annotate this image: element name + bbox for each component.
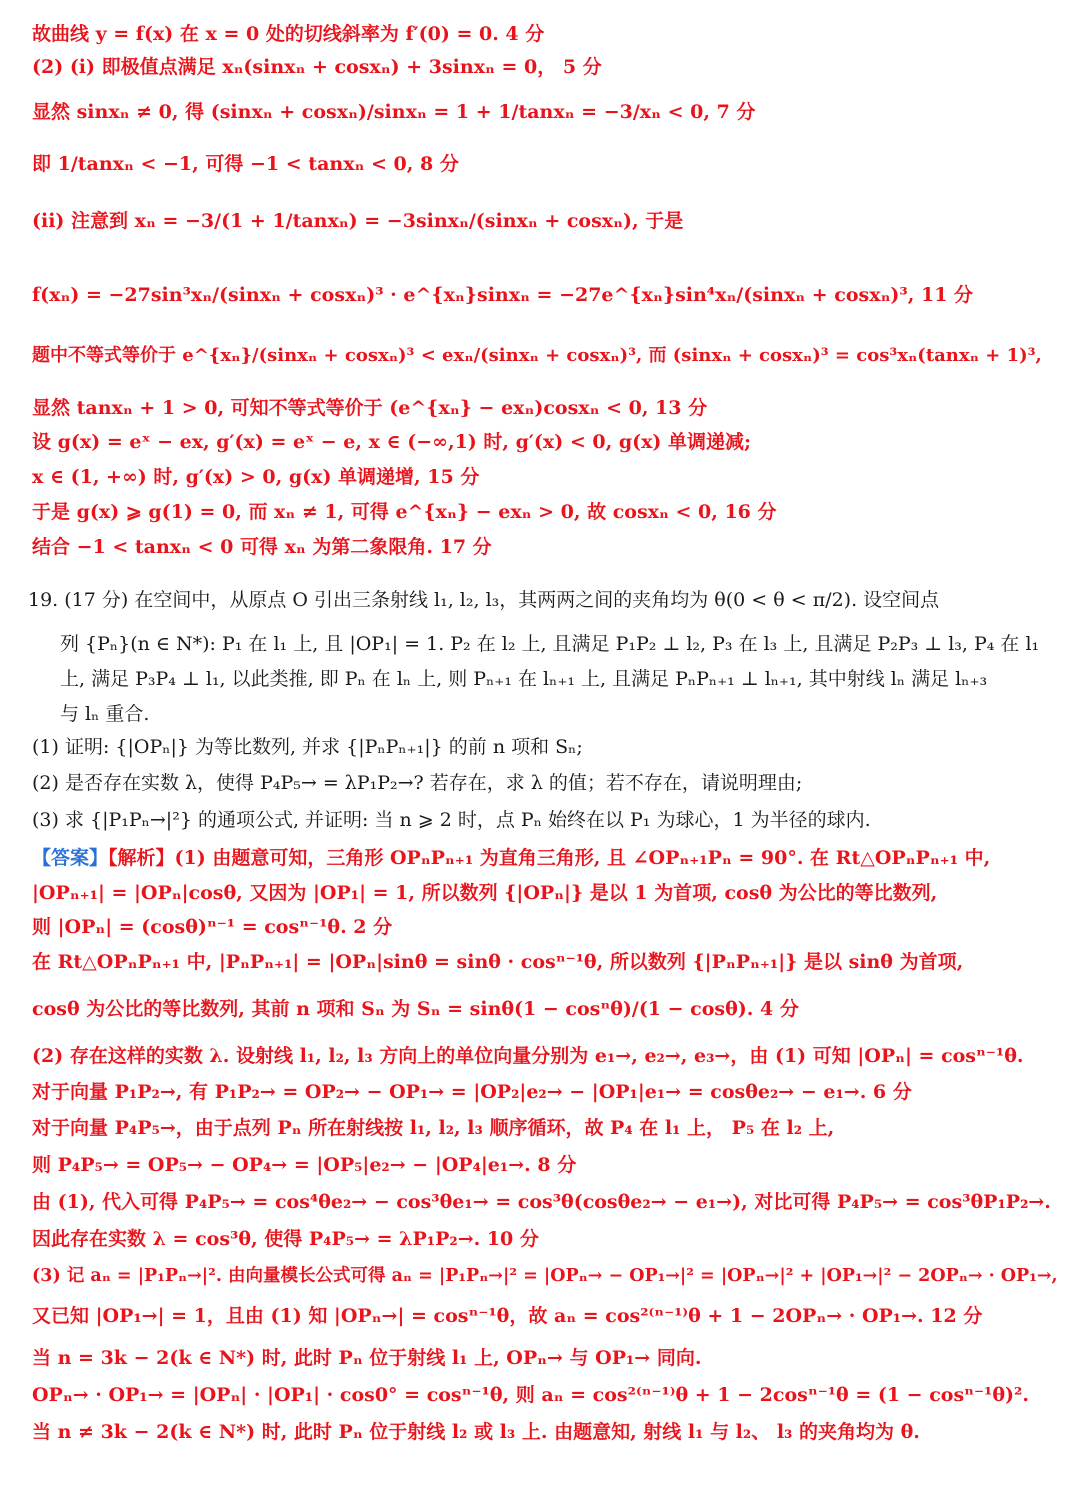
- text-line: [32, 463, 1060, 491]
- line-text: 则 |OPₙ| = (cosθ)ⁿ⁻¹ = cosⁿ⁻¹θ. 2 分: [32, 916, 393, 938]
- answer-tag: 【答案】: [32, 847, 109, 869]
- line-text: (3) 求 {|P₁Pₙ→|²} 的通项公式, 并证明: 当 n ⩾ 2 时，点 Pₙ 始终在以 P₁ 为球心，1 为半径的球内.: [32, 809, 871, 831]
- line-text: 即 1/tanxₙ < −1, 可得 −1 < tanxₙ < 0, 8 分: [32, 153, 459, 175]
- line-text: 上, 满足 P₃P₄ ⊥ l₁, 以此类推, 即 Pₙ 在 lₙ 上, 则 Pₙ₊₁ 在 lₙ₊₁ 上, 且满足 PₙPₙ₊₁ ⊥ lₙ₊₁, 其中射线 lₙ 满足 lₙ₊₃: [60, 668, 988, 690]
- line-text: 由 (1), 代入可得 P₄P₅→ = cos⁴θe₂→ − cos³θe₁→ = cos³θ(cosθe₂→ − e₁→), 对比可得 P₄P₅→ = cos³θP₁P₂→.: [32, 1191, 1051, 1213]
- line-text: (2) (i) 即极值点满足 xₙ(sinxₙ + cosxₙ) + 3sinxₙ = 0， 5 分: [32, 56, 602, 78]
- text-line: [32, 1151, 1060, 1179]
- text-line: [32, 53, 1060, 81]
- text-line: [32, 1418, 1060, 1446]
- line-text: cosθ 为公比的等比数列, 其前 n 项和 Sₙ 为 Sₙ = sinθ(1 − cosⁿθ)/(1 − cosθ). 4 分: [32, 998, 799, 1020]
- text-line: [32, 806, 1060, 834]
- text-line: [32, 1188, 1060, 1216]
- line-text: 题中不等式等价于 e^{xₙ}/(sinxₙ + cosxₙ)³ < exₙ/(sinxₙ + cosxₙ)³, 而 (sinxₙ + cosxₙ)³ = cos³xₙ(tanxₙ + 1)³,: [32, 345, 1042, 366]
- text-line: [32, 1262, 1060, 1290]
- line-text: (2) 存在这样的实数 λ. 设射线 l₁, l₂, l₃ 方向上的单位向量分别为 e₁→, e₂→, e₃→，由 (1) 可知 |OPₙ| = cosⁿ⁻¹θ.: [32, 1045, 1024, 1067]
- text-line: [32, 98, 1060, 126]
- text-line: [32, 1302, 1060, 1330]
- line-text: 又已知 |OP₁→| = 1，且由 (1) 知 |OPₙ→| = cosⁿ⁻¹θ，故 aₙ = cos²⁽ⁿ⁻¹⁾θ + 1 − 2OPₙ→ · OP₁→. 12 分: [32, 1305, 983, 1327]
- line-text: 因此存在实数 λ = cos³θ, 使得 P₄P₅→ = λP₁P₂→. 10 分: [32, 1228, 539, 1250]
- text-line: [60, 665, 1060, 693]
- text-line: [32, 533, 1060, 561]
- text-line: [32, 1078, 1060, 1106]
- line-text: 于是 g(x) ⩾ g(1) = 0, 而 xₙ ≠ 1, 可得 e^{xₙ} − exₙ > 0, 故 cosxₙ < 0, 16 分: [32, 501, 777, 523]
- line-text: (3) 记 aₙ = |P₁Pₙ→|². 由向量模长公式可得 aₙ = |P₁Pₙ→|² = |OPₙ→ − OP₁→|² = |OPₙ→|² + |OP₁→|² − 2OPₙ→ · OP₁→,: [32, 1266, 1058, 1286]
- text-line: [32, 207, 1060, 235]
- text-line: [32, 428, 1060, 456]
- text-line: [28, 586, 1060, 614]
- line-text: |OPₙ₊₁| = |OPₙ|cosθ, 又因为 |OP₁| = 1, 所以数列 {|OPₙ|} 是以 1 为首项, cosθ 为公比的等比数列,: [32, 882, 938, 904]
- text-line: [32, 948, 1060, 976]
- line-text: OPₙ→ · OP₁→ = |OPₙ| · |OP₁| · cos0° = cosⁿ⁻¹θ, 则 aₙ = cos²⁽ⁿ⁻¹⁾θ + 1 − 2cosⁿ⁻¹θ = (1 − cosⁿ⁻¹θ)².: [32, 1384, 1029, 1406]
- text-line: [32, 995, 1060, 1023]
- line-text: 19. (17 分) 在空间中，从原点 O 引出三条射线 l₁, l₂, l₃，其两两之间的夹角均为 θ(0 < θ < π/2). 设空间点: [28, 589, 940, 611]
- line-text: 当 n ≠ 3k − 2(k ∈ N*) 时, 此时 Pₙ 位于射线 l₂ 或 l₃ 上. 由题意知, 射线 l₁ 与 l₂、 l₃ 的夹角均为 θ.: [32, 1421, 920, 1443]
- text-line: [32, 394, 1060, 422]
- text-line: [32, 844, 1060, 872]
- text-line: [32, 769, 1060, 797]
- text-line: [32, 1225, 1060, 1253]
- line-text: 与 lₙ 重合.: [60, 703, 150, 725]
- text-line: [32, 1381, 1060, 1409]
- line-text: 设 g(x) = eˣ − ex, g′(x) = eˣ − e, x ∈ (−∞,1) 时, g′(x) < 0, g(x) 单调递减;: [32, 431, 752, 453]
- text-line: [32, 1042, 1060, 1070]
- line-text: 在 Rt△OPₙPₙ₊₁ 中, |PₙPₙ₊₁| = |OPₙ|sinθ = sinθ · cosⁿ⁻¹θ, 所以数列 {|PₙPₙ₊₁|} 是以 sinθ 为首项,: [32, 951, 964, 973]
- line-text: 列 {Pₙ}(n ∈ N*): P₁ 在 l₁ 上, 且 |OP₁| = 1. P₂ 在 l₂ 上, 且满足 P₁P₂ ⊥ l₂, P₃ 在 l₃ 上, 且满足 P₂P₃ ⊥ l₃, P₄ 在 l₁: [60, 633, 1040, 655]
- line-text: 显然 tanxₙ + 1 > 0, 可知不等式等价于 (e^{xₙ} − exₙ)cosxₙ < 0, 13 分: [32, 397, 708, 419]
- text-line: [60, 700, 1060, 728]
- line-text: 对于向量 P₁P₂→, 有 P₁P₂→ = OP₂→ − OP₁→ = |OP₂|e₂→ − |OP₁|e₁→ = cosθe₂→ − e₁→. 6 分: [32, 1081, 912, 1103]
- text-line: [32, 20, 1060, 48]
- text-line: [32, 733, 1060, 761]
- line-text: (2) 是否存在实数 λ，使得 P₄P₅→ = λP₁P₂→? 若存在，求 λ 的值；若不存在，请说明理由;: [32, 772, 803, 794]
- line-text: (1) 证明: {|OPₙ|} 为等比数列, 并求 {|PₙPₙ₊₁|} 的前 n 项和 Sₙ;: [32, 736, 583, 758]
- text-line: [60, 630, 1060, 658]
- line-text: 当 n = 3k − 2(k ∈ N*) 时, 此时 Pₙ 位于射线 l₁ 上, OPₙ→ 与 OP₁→ 同向.: [32, 1347, 702, 1369]
- line-text: 故曲线 y = f(x) 在 x = 0 处的切线斜率为 f′(0) = 0. 4 分: [32, 23, 545, 45]
- text-line: [32, 1114, 1060, 1142]
- line-text: 显然 sinxₙ ≠ 0, 得 (sinxₙ + cosxₙ)/sinxₙ = 1 + 1/tanxₙ = −3/xₙ < 0, 7 分: [32, 101, 756, 123]
- line-text: 对于向量 P₄P₅→，由于点列 Pₙ 所在射线按 l₁, l₂, l₃ 顺序循环，故 P₄ 在 l₁ 上， P₅ 在 l₂ 上,: [32, 1117, 835, 1139]
- text-line: [32, 913, 1060, 941]
- text-line: [32, 150, 1060, 178]
- text-line: [32, 1344, 1060, 1372]
- line-text: 【解析】(1) 由题意可知，三角形 OPₙPₙ₊₁ 为直角三角形, 且 ∠OPₙ₊₁Pₙ = 90°. 在 Rt△OPₙPₙ₊₁ 中,: [108, 847, 991, 869]
- line-text: f(xₙ) = −27sin³xₙ/(sinxₙ + cosxₙ)³ · e^{xₙ}sinxₙ = −27e^{xₙ}sin⁴xₙ/(sinxₙ + cosxₙ)³, 11 分: [32, 284, 974, 306]
- line-text: 结合 −1 < tanxₙ < 0 可得 xₙ 为第二象限角. 17 分: [32, 536, 492, 558]
- text-line: [32, 879, 1060, 907]
- text-line: [32, 498, 1060, 526]
- line-text: x ∈ (1, +∞) 时, g′(x) > 0, g(x) 单调递增, 15 分: [32, 466, 480, 488]
- text-line: [32, 281, 1060, 309]
- text-line: [32, 342, 1060, 370]
- line-text: 则 P₄P₅→ = OP₅→ − OP₄→ = |OP₅|e₂→ − |OP₄|e₁→. 8 分: [32, 1154, 577, 1176]
- line-text: (ii) 注意到 xₙ = −3/(1 + 1/tanxₙ) = −3sinxₙ/(sinxₙ + cosxₙ), 于是: [32, 210, 684, 232]
